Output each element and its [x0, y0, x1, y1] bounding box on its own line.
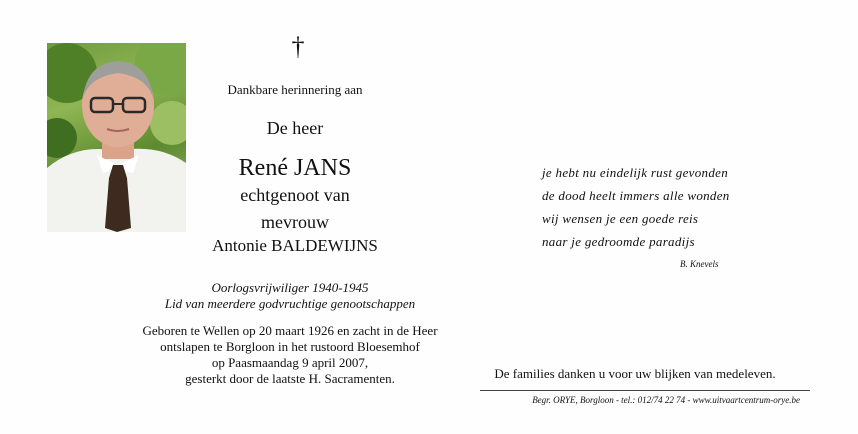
poem-line: je hebt nu eindelijk rust gevonden — [542, 165, 729, 180]
poem-line: wij wensen je een goede reis — [542, 211, 699, 226]
thanks-text: De families danken u voor uw blijken van medeleven. — [494, 366, 776, 381]
spouse-title: mevrouw — [261, 212, 329, 232]
spouse-prefix: echtgenoot van — [240, 185, 350, 205]
poem-author: B. Knevels — [680, 259, 719, 269]
honor-line: Lid van meerdere godvruchtige genootschappen — [164, 296, 416, 311]
biography-line: ontslapen te Borgloon in het rustoord Bloesemhof — [160, 339, 420, 354]
deceased-name: René JANS — [238, 155, 352, 181]
funeral-home-footer: Begr. ORYE, Borgloon - tel.: 012/74 22 74 - www.uitvaartcentrum-orye.be — [532, 395, 800, 405]
poem-line: de dood heelt immers alle wonden — [542, 188, 730, 203]
title-text: De heer — [266, 118, 324, 138]
spouse-name: Antonie BALDEWIJNS — [212, 236, 378, 255]
footer-divider — [480, 390, 810, 391]
portrait-photo — [47, 43, 186, 232]
cross-icon: † — [291, 32, 305, 61]
intro-text: Dankbare herinnering aan — [227, 82, 363, 97]
poem-line: naar je gedroomde paradijs — [542, 234, 695, 249]
honor-line: Oorlogsvrijwiliger 1940-1945 — [211, 280, 369, 295]
biography-line: Geboren te Wellen op 20 maart 1926 en zacht in de Heer — [142, 323, 438, 338]
biography-line: op Paasmaandag 9 april 2007, — [211, 355, 369, 370]
biography-line: gesterkt door de laatste H. Sacramenten. — [185, 371, 395, 386]
